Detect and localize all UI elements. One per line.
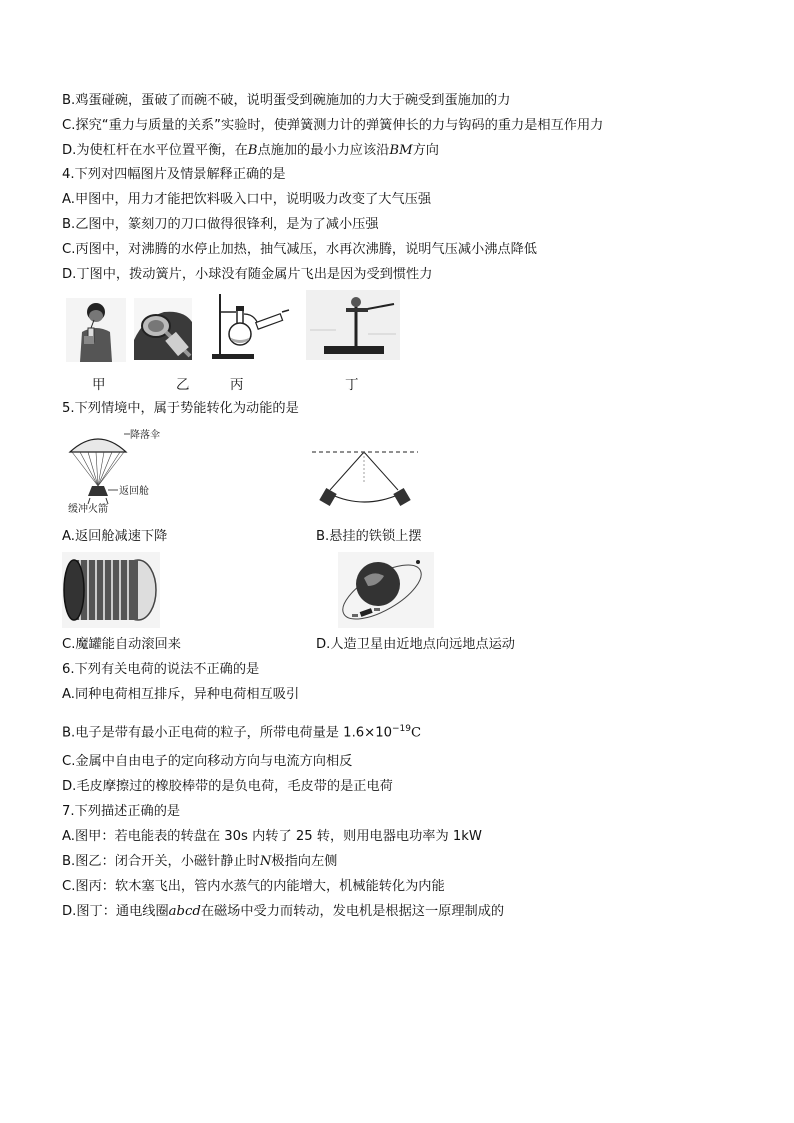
figure-ding-inertia-device [306, 290, 400, 360]
q6-option-d: D.毛皮摩擦过的橡胶棒带的是负电荷，毛皮带的是正电荷 [62, 779, 393, 794]
q3-option-b: B.鸡蛋碰碗，蛋破了而碗不破，说明蛋受到碗施加的力大于碗受到蛋施加的力 [62, 93, 511, 108]
figure-yi-carving-knife [134, 298, 192, 360]
q5-option-c: C.魔罐能自动滚回来 [62, 637, 181, 652]
q6-option-c: C.金属中自由电子的定向移动方向与电流方向相反 [62, 754, 353, 769]
figure-magic-can [62, 552, 160, 628]
q5-option-b: B.悬挂的铁锁上摆 [316, 529, 422, 544]
figure-bing-boiling-flask [210, 290, 290, 362]
q7-option-a: A.图甲：若电能表的转盘在 30s 内转了 25 转，则用电器电功率为 1kW [62, 829, 482, 844]
caption-ding: 丁 [345, 377, 359, 393]
q6-option-b: B.电子是带有最小正电荷的粒子，所带电荷量是 $1.6\times 10^{-19}C$ [62, 724, 422, 741]
q4-option-a: A.甲图中，用力才能把饮料吸入口中，说明吸力改变了大气压强 [62, 192, 432, 207]
figure-jia-boy-drinking [66, 298, 126, 362]
q7-option-b: B.图乙：闭合开关，小磁针静止时N极指向左侧 [62, 854, 338, 869]
label-return-capsule: 返回舱 [119, 486, 149, 497]
q6-stem: 6.下列有关电荷的说法不正确的是 [62, 662, 260, 677]
q4-option-c: C.丙图中，对沸腾的水停止加热，抽气减压，水再次沸腾，说明气压减小沸点降低 [62, 242, 537, 257]
q5-option-a: A.返回舱减速下降 [62, 529, 168, 544]
caption-bing: 丙 [230, 377, 244, 393]
q7-stem: 7.下列描述正确的是 [62, 804, 181, 819]
q4-option-b: B.乙图中，篆刻刀的刀口做得很锋利，是为了减小压强 [62, 217, 379, 232]
q5-stem: 5.下列情境中，属于势能转化为动能的是 [62, 401, 299, 416]
q3-option-c: C.探究“重力与质量的关系”实验时，使弹簧测力计的弹簧伸长的力与钩码的重力是相互作用力 [62, 118, 604, 133]
label-buffer-rocket: 缓冲火箭 [68, 504, 108, 515]
figure-return-capsule-parachute [62, 424, 172, 516]
figure-artificial-satellite [338, 552, 434, 628]
caption-yi: 乙 [176, 377, 190, 393]
q5-option-d: D.人造卫星由近地点向远地点运动 [316, 637, 515, 652]
figure-hanging-iron-lock [312, 430, 420, 512]
q7-option-d: D.图丁：通电线圈abcd在磁场中受力而转动，发电机是根据这一原理制成的 [62, 904, 505, 919]
q4-option-d: D.丁图中，拨动簧片，小球没有随金属片飞出是因为受到惯性力 [62, 267, 433, 282]
label-parachute: 降落伞 [130, 430, 160, 441]
q7-option-c: C.图丙：软木塞飞出，管内水蒸气的内能增大，机械能转化为内能 [62, 879, 445, 894]
q3-option-d: D.为使杠杆在水平位置平衡，在B点施加的最小力应该沿BM方向 [62, 143, 439, 158]
q6-option-a: A.同种电荷相互排斥，异种电荷相互吸引 [62, 687, 300, 702]
q4-stem: 4.下列对四幅图片及情景解释正确的是 [62, 167, 286, 182]
caption-jia: 甲 [92, 377, 106, 393]
